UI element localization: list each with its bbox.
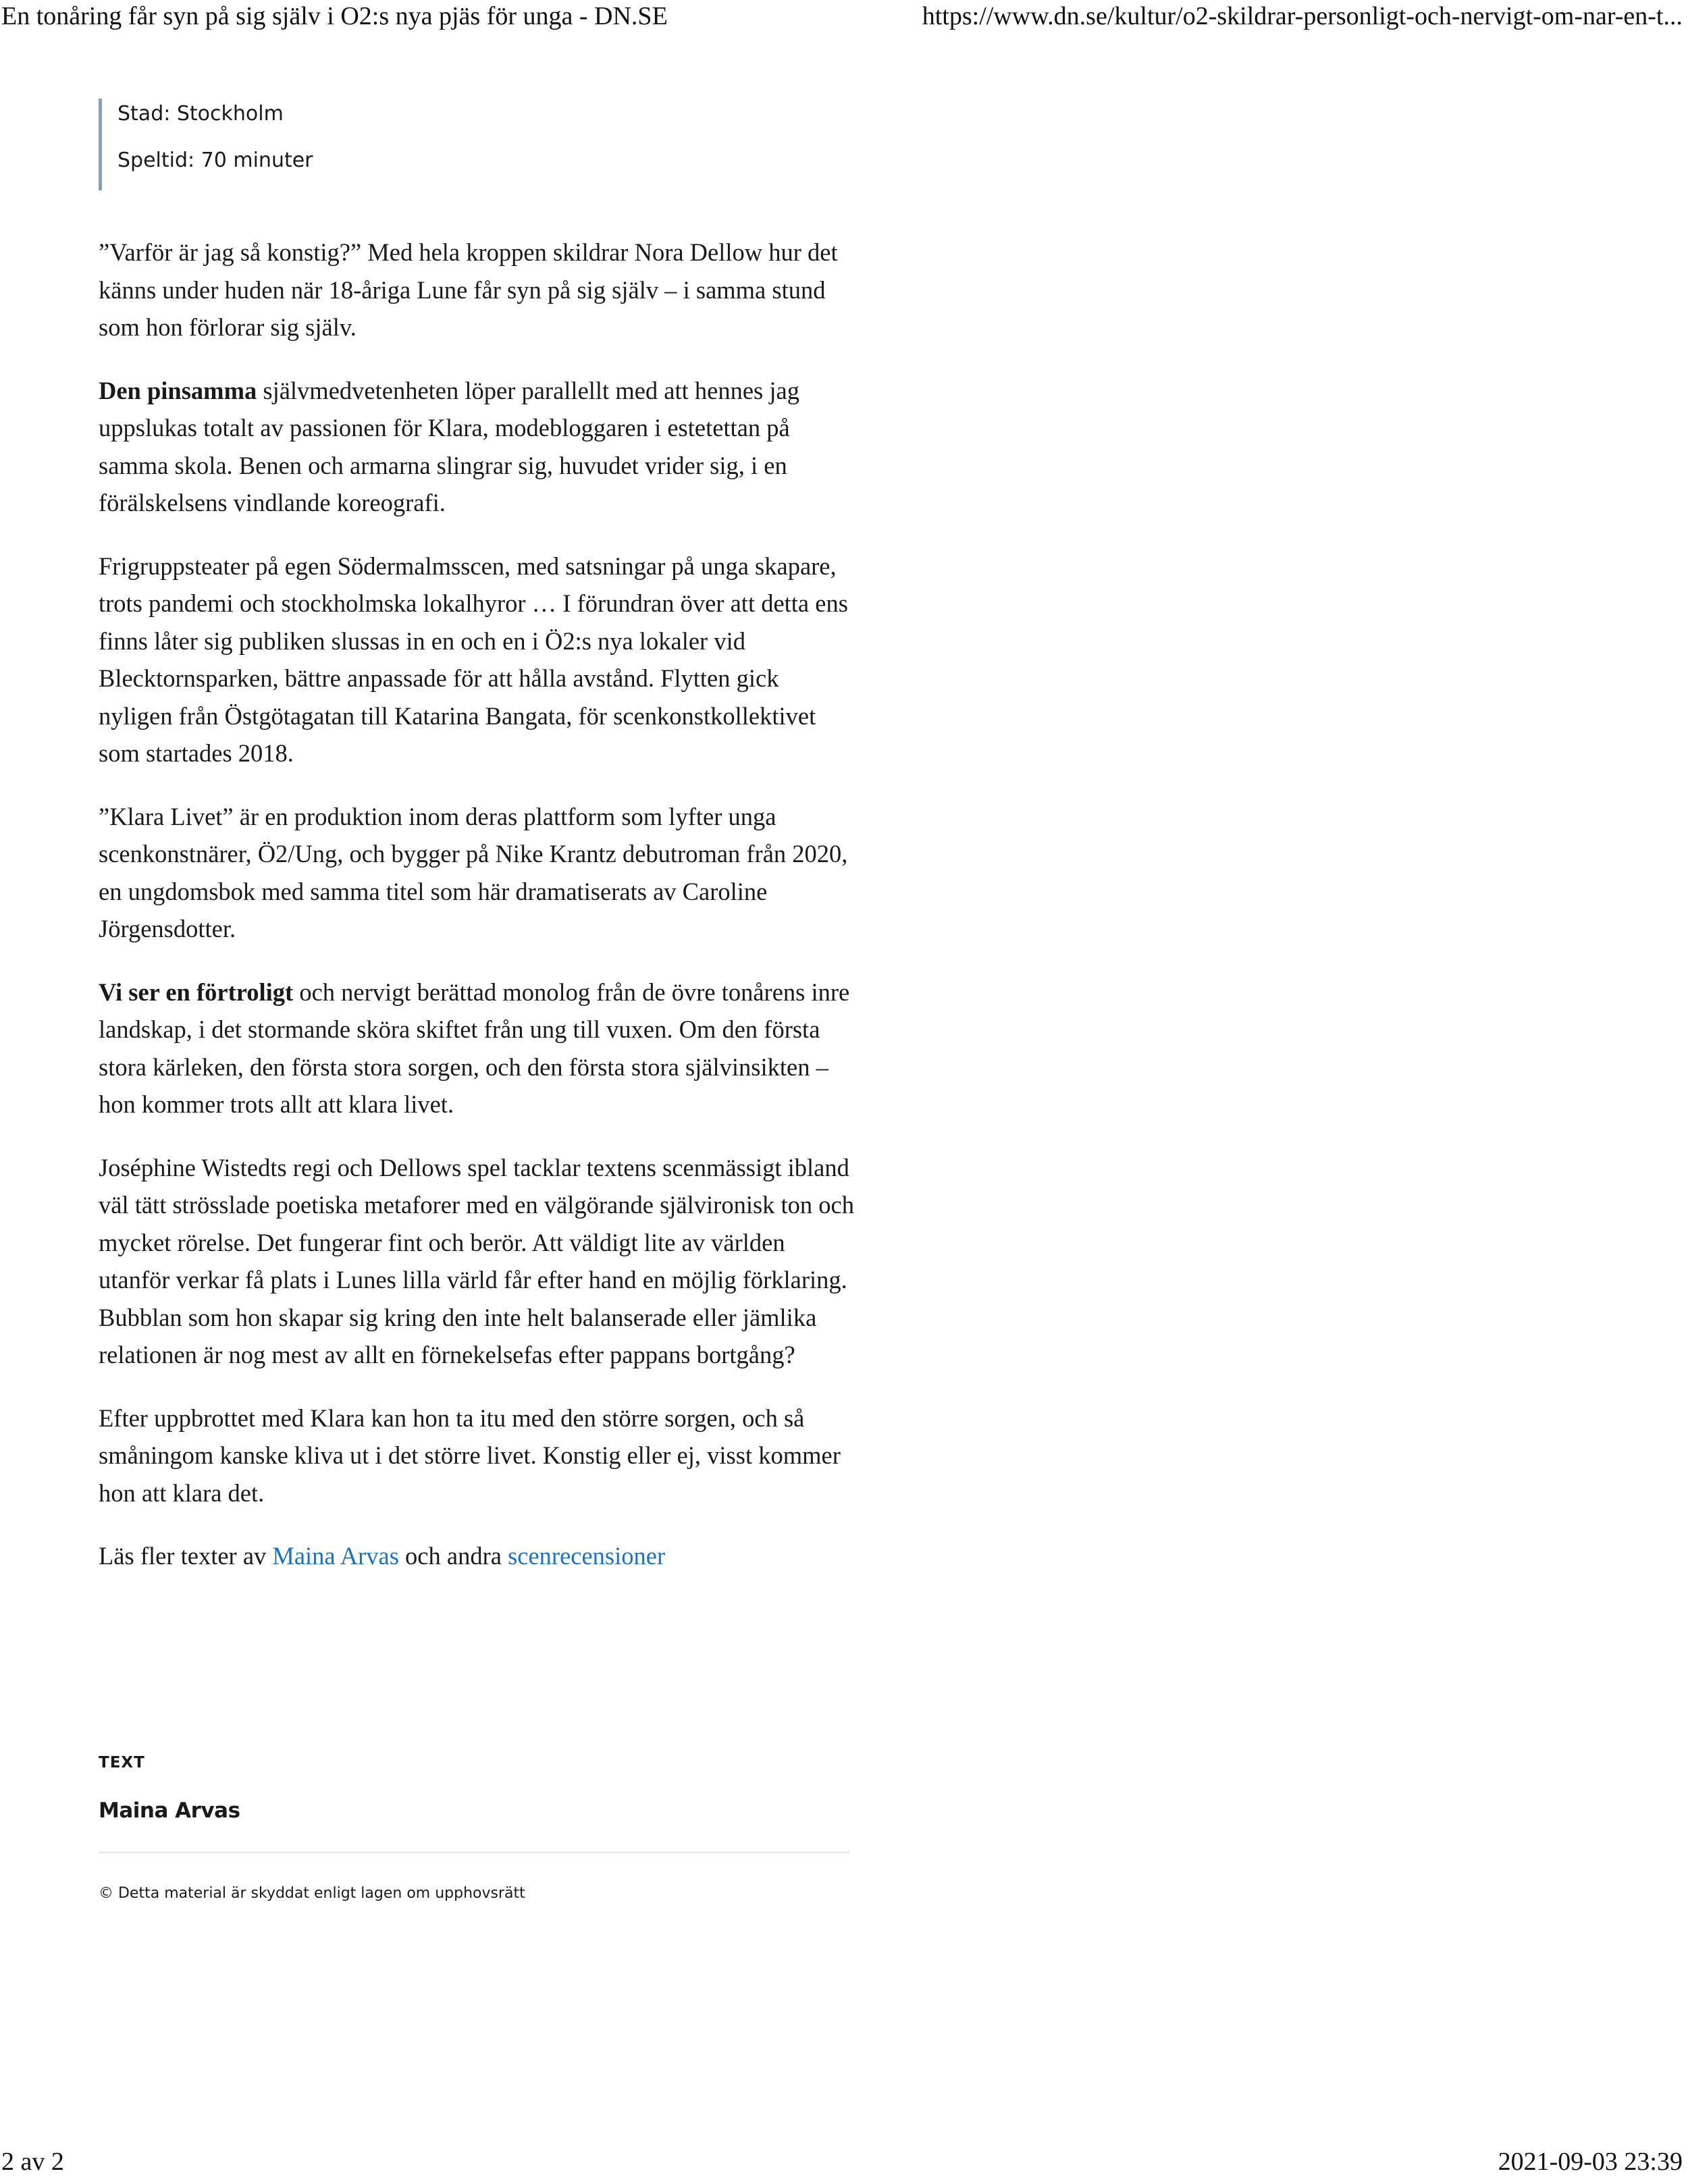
page-counter: 2 av 2: [1, 2148, 64, 2176]
paragraph-6: Joséphine Wistedts regi och Dellows spel tacklar textens scenmässigt ibland väl tätt strösslade poetiska metaforer med en välgörande självironisk ton och mycket rörelse. Det fungerar fint och berör. Att väldigt lite av världen utanför verkar få plats i Lunes lilla värld får efter hand en möjlig förklaring. Bubblan som hon skapar sig kring den inte helt balanserade eller jämlika relationen är nog mest av allt en förnekelsefas efter pappans bortgång?: [99, 1153, 855, 1368]
copyright-notice: © Detta material är skyddat enligt lagen om upphovsrätt: [99, 1885, 525, 1902]
paragraph-3: Frigruppsteater på egen Södermalmsscen, med satsningar på unga skapare, trots pandemi och stockholmska lokalhyror … I förundran över att detta ens finns låter sig publiken slussas in en och en i Ö2:s nya lokaler vid Blecktornsparken, bättre anpassade för att hålla avstånd. Flytten gick nyligen från Östgötagatan till Katarina Bangata, för scenkonstkollektivet som startades 2018.: [99, 552, 848, 767]
paragraph-2-text: självmedvetenheten löper parallellt med att hennes jag uppslukas totalt av passionen för Klara, modebloggaren i estetettan på samma skola. Benen och armarna slingrar sig, huvudet vrider sig, i en förälskelsens vindlande koreografi.: [99, 376, 799, 516]
paragraph-5: [99, 974, 855, 1123]
read-more: [99, 1537, 855, 1575]
print-footer: [0, 2147, 1688, 2184]
paragraph-2: [99, 372, 855, 522]
divider: [99, 1852, 849, 1853]
read-more-middle: och andra: [398, 1542, 508, 1570]
print-timestamp: 2021-09-03 23:39: [1498, 2148, 1683, 2176]
article-body: [99, 234, 855, 1601]
fact-city: Stad: Stockholm: [117, 102, 284, 126]
paragraph-1: ”Varför är jag så konstig?” Med hela kroppen skildrar Nora Dellow hur det känns under huden när 18-åriga Lune får syn på sig själv – i samma stund som hon förlorar sig själv.: [99, 238, 838, 341]
byline-label: TEXT: [99, 1754, 145, 1772]
print-page-title: En tonåring får syn på sig själv i O2:s nya pjäs för unga - DN.SE: [1, 2, 668, 30]
paragraph-5-text: och nervigt berättad monolog från de övre tonårens inre landskap, i det stormande sköra skiftet från ung till vuxen. Om den första stora kärleken, den första stora sorgen, och den första stora självinsikten – hon kommer trots allt att klara livet.: [99, 978, 850, 1118]
print-header: [0, 0, 1688, 41]
byline-author[interactable]: Maina Arvas: [99, 1799, 240, 1823]
fact-box: [99, 99, 507, 190]
author-link[interactable]: Maina Arvas: [272, 1542, 399, 1570]
read-more-prefix: Läs fler texter av: [99, 1542, 273, 1570]
fact-runtime: Speltid: 70 minuter: [117, 149, 313, 172]
paragraph-4: ”Klara Livet” är en produktion inom deras plattform som lyfter unga scenkonstnärer, Ö2/Ung, och bygger på Nike Krantz debutroman från 2020, en ungdomsbok med samma titel som här dramatiserats av Caroline Jörgensdotter.: [99, 802, 848, 942]
paragraph-7: Efter uppbrottet med Klara kan hon ta itu med den större sorgen, och så småningom kanske kliva ut i det större livet. Konstig eller ej, visst kommer hon att klara det.: [99, 1404, 841, 1507]
print-page-url: https://www.dn.se/kultur/o2-skildrar-personligt-och-nervigt-om-nar-en-t...: [922, 2, 1683, 30]
paragraph-2-lead: Den pinsamma: [99, 376, 257, 404]
stage-reviews-link[interactable]: scenrecensioner: [508, 1542, 666, 1570]
paragraph-5-lead: Vi ser en förtroligt: [99, 978, 294, 1006]
